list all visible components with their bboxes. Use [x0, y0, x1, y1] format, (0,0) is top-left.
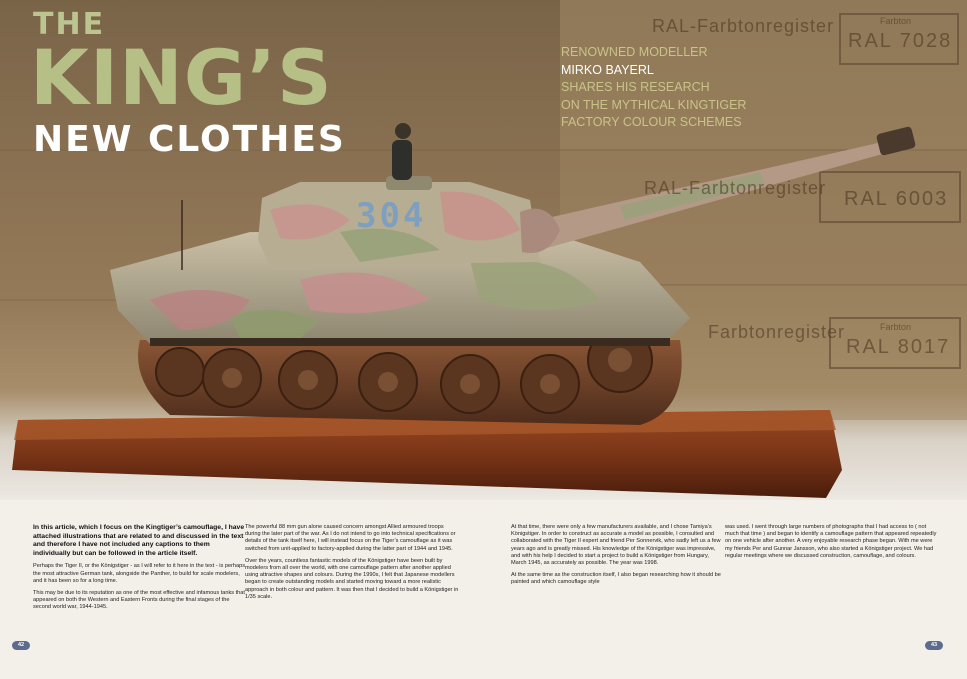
ral-card-1-title: RAL-Farbtonregister	[652, 16, 835, 36]
headline-the: THE	[33, 7, 106, 42]
article-paragraph: Perhaps the Tiger II, or the Königstiger - as I will refer to it here in the text - is perhaps the most attractive German tank, alongside the Panther, to build for scale modelers, and it has been so for a long time.	[33, 563, 246, 584]
ral-card-2-color: RAL 6003	[844, 188, 949, 210]
standfirst-author: MIRKO BAYERL	[561, 62, 654, 77]
article-column-4	[725, 524, 939, 565]
headline-new-clothes: NEW CLOTHES	[33, 119, 346, 160]
article-column-2	[245, 524, 459, 606]
article-lead: In this article, which I focus on the Kingtiger’s camouflage, I have attached illustrations that are related to and discussed in the text and therefore I have not included any captions to them individually but can be followed in the article itself.	[33, 524, 245, 557]
standfirst	[561, 44, 746, 132]
ral-card-1-color: RAL 7028	[848, 30, 953, 52]
ral-card-3-label: Farbton	[880, 322, 912, 332]
page-number-left: 42	[12, 641, 30, 650]
commander-figure	[392, 140, 412, 180]
standfirst-line-4: ON THE MYTHICAL KINGTIGER	[561, 97, 747, 112]
page-number-right: 43	[925, 641, 943, 650]
article-paragraph: Over the years, countless fantastic models of the Königstiger have been built by modelers from all over the world, with one camouflage pattern after another applied using attractive shapes and colours. During the 1990s, I felt that Japanese modellers began to create outstanding models and started moving toward a more realistic approach in both colour and pattern. It was then that I decided to build a Königstiger in 1/35 scale.	[245, 557, 459, 600]
article-paragraph: At that time, there were only a few manufacturers available, and I chose Tamiya’s Königstiger. In order to construct as accurate a model as possible, I consulted and collaborated with the Tiger II expert and friend Per Sonnervik, who sadly left us a few years ago and is greatly missed. His knowledge of the Königstiger was impressive, and with his help I decided to start a project to build a Königstiger from Hungary, March 1945, as accurately as possible. The year was 1998.	[511, 524, 721, 567]
ral-card-3-color: RAL 8017	[846, 336, 951, 358]
article-paragraph: At the same time as the construction itself, I also began researching how it should be painted and which camouflage style	[511, 572, 721, 586]
article-column-3	[511, 524, 725, 592]
article-paragraph: was used. I went through large numbers of photographs that I had access to ( not much that time ) and began to identify a camouflage pattern that appeared repeatedly on one vehicle after another. A very enjoyable research phase began. With me were my friends Per and Gunnar Jansson, who also started a Königstiger project. We had regular meetings where we discussed construction, camouflage, and colours.	[725, 524, 937, 559]
standfirst-line-1: RENOWNED MODELLER	[561, 45, 708, 59]
article-column-1	[33, 524, 247, 617]
turret-number: 304	[356, 196, 427, 236]
article-paragraph: The powerful 88 mm gun alone caused concern amongst Allied armoured troops during the later part of the war. As I do not intend to go into technical specifications or details of the tank itself here, I will instead focus on the Tiger’s camouflage as it was switched from unit-applied to factory-applied during the latter part of 1944 and 1945.	[245, 524, 456, 552]
ral-card-3-title: Farbtonregister	[708, 322, 846, 342]
ral-card-1-label: Farbton	[880, 16, 912, 26]
standfirst-line-3: SHARES HIS RESEARCH	[561, 80, 710, 94]
article-paragraph: This may be due to its reputation as one of the most effective and infamous tanks that appeared on both the Western and Eastern Fronts during the final stages of the second world war, 1944-1945.	[33, 589, 245, 611]
standfirst-line-5: FACTORY COLOUR SCHEMES	[561, 115, 742, 129]
headline-kings: KING’S	[30, 33, 333, 122]
ral-card-2-title: RAL-Farbtonregister	[644, 178, 827, 198]
